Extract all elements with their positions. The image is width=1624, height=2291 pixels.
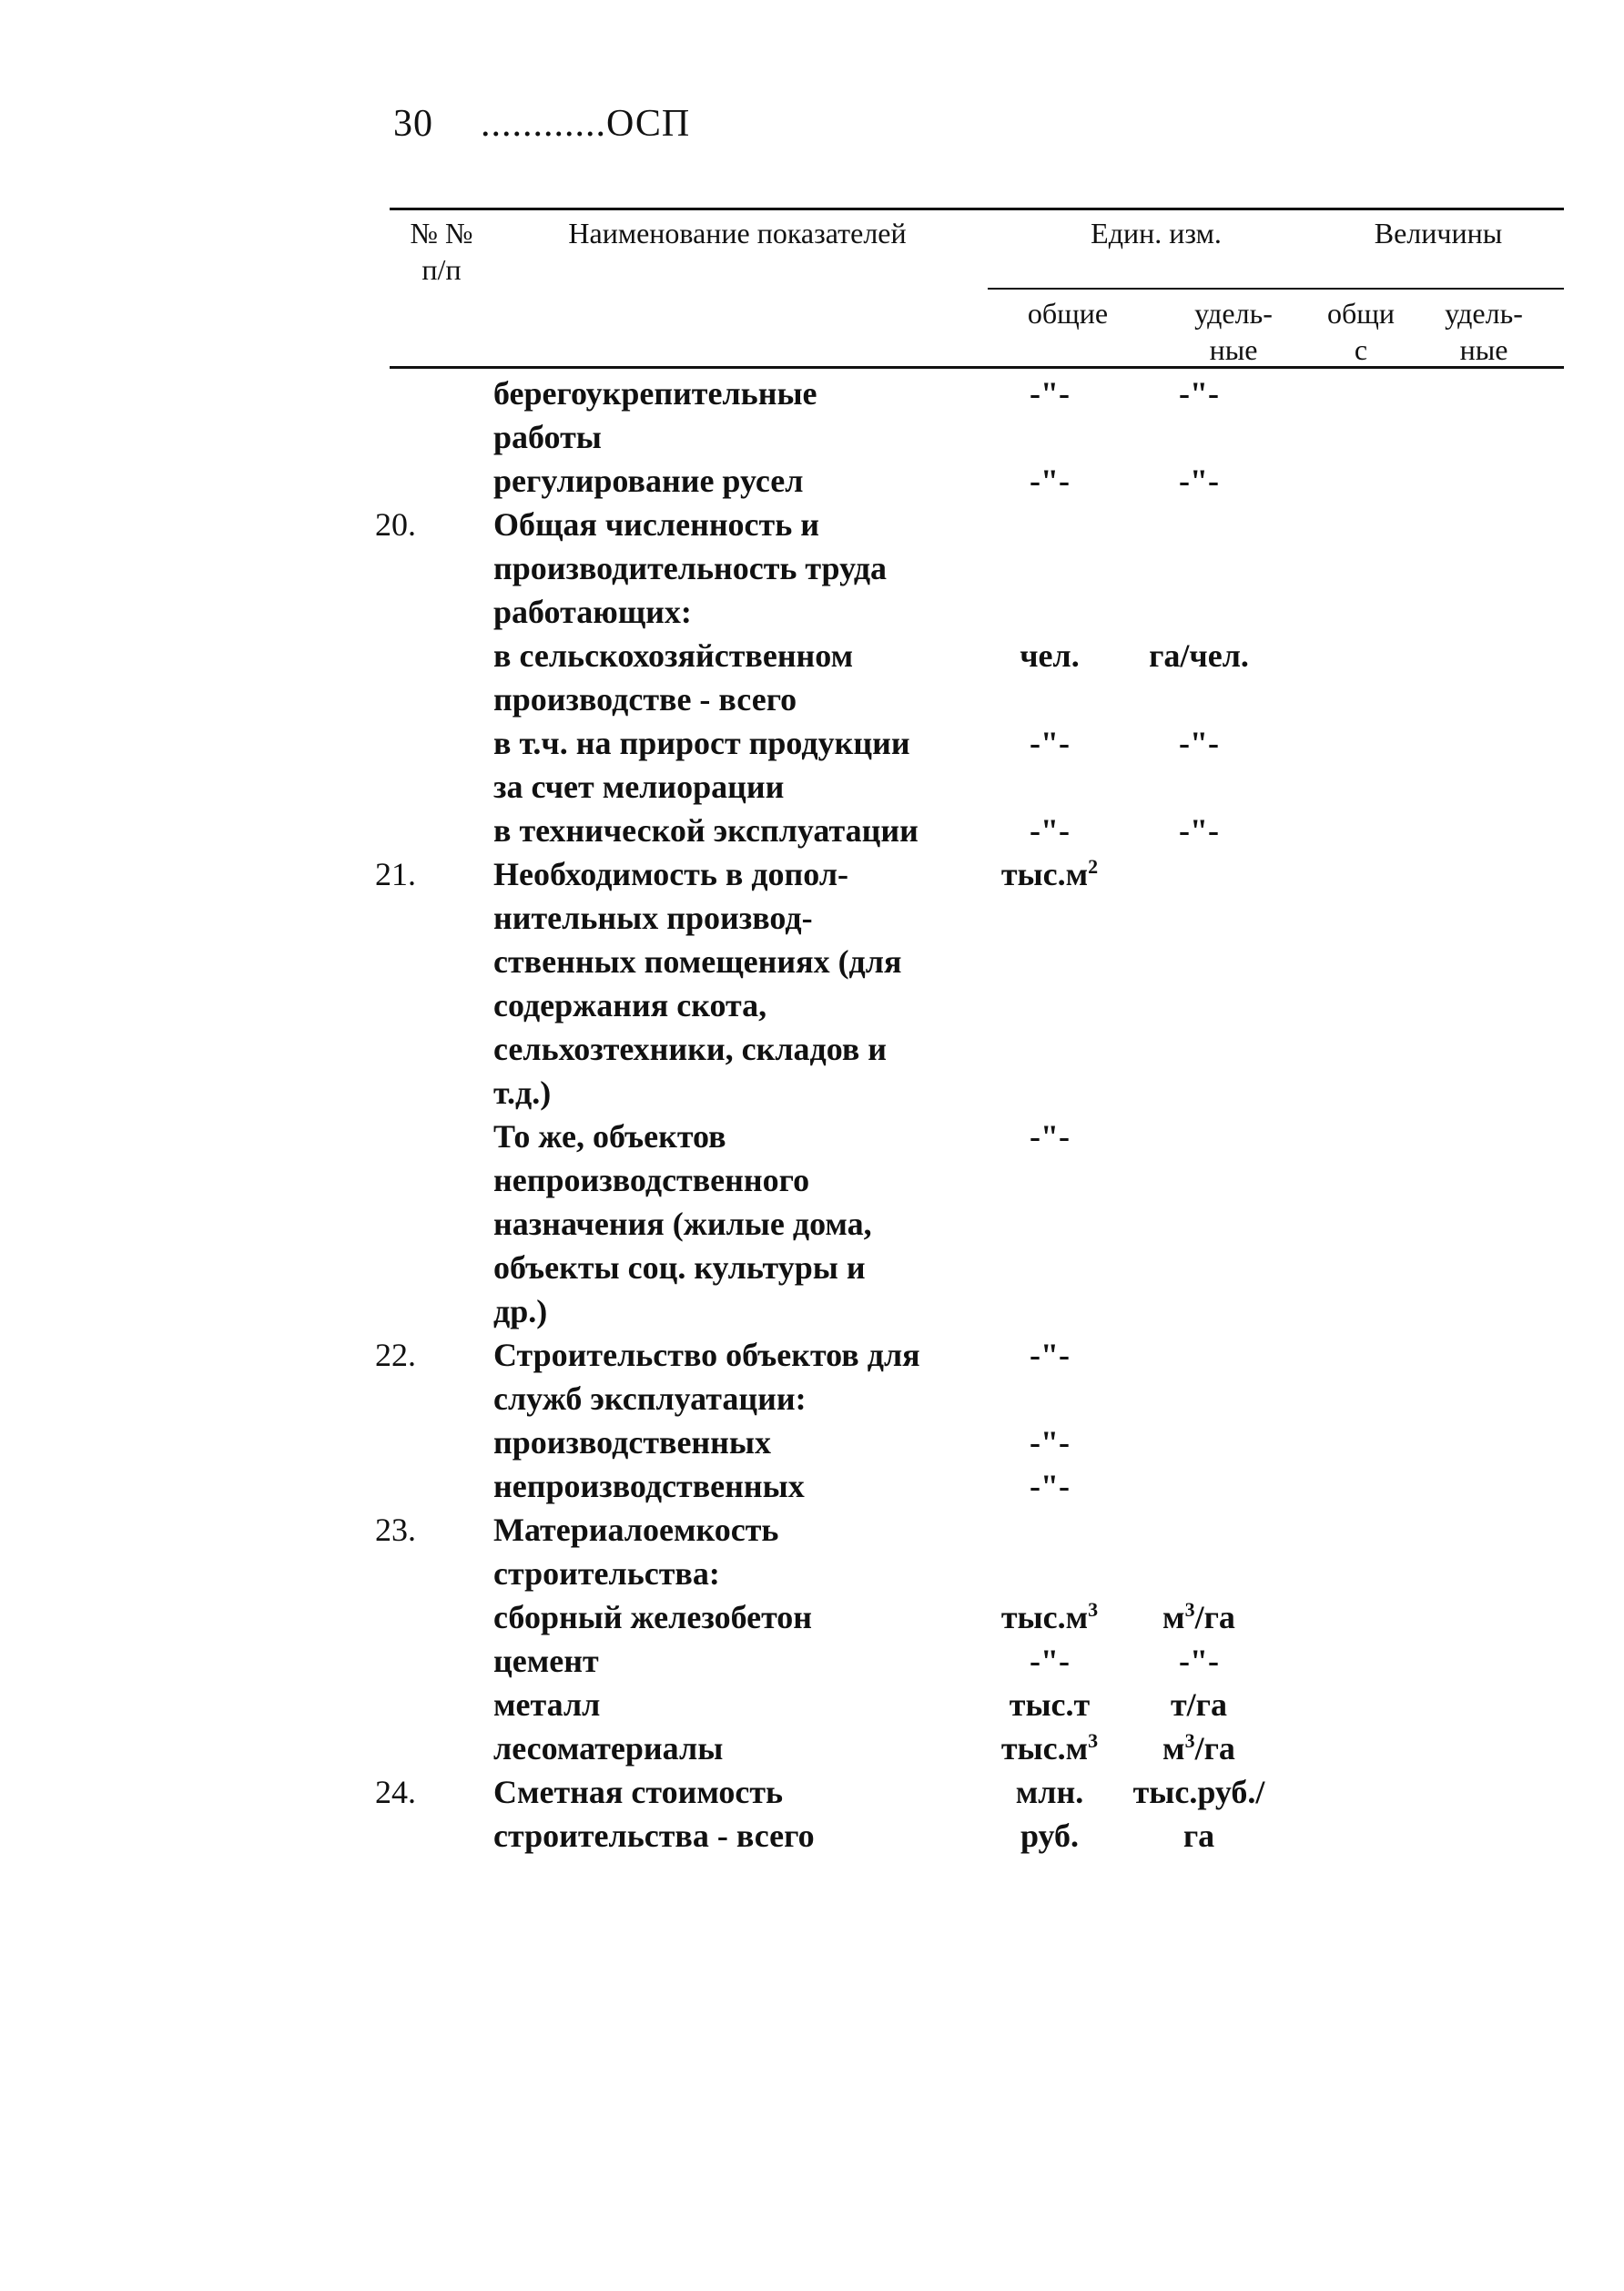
row-unit-general: тыс.т [1009,1686,1091,1723]
col-values-header: Величины [1374,217,1503,249]
row-indicator-name: производственных [493,1424,772,1461]
unit-text: /га [1194,1730,1235,1767]
row-unit-general: -"- [1030,1643,1070,1679]
unit-exponent: 3 [1088,1598,1099,1621]
row-unit-general: -"- [1030,812,1070,849]
unit-text: -"- [1179,375,1219,412]
unit-exponent: 3 [1184,1598,1195,1621]
row-indicator-name: То же, объектов непроизводственного назначения (жилые дома, объекты соц. культуры и др.) [493,1118,872,1329]
unit-exponent: 3 [1184,1729,1195,1752]
unit-exponent: 3 [1088,1729,1099,1752]
unit-base: м [1162,1730,1185,1767]
col-values-general-header: общи с [1326,297,1396,366]
row-number: 20. [375,506,416,543]
row-indicator-name: сборный железобетон [493,1599,813,1635]
page-number: 30 [393,103,433,145]
col-name-header: Наименование показателей [568,217,907,249]
row-unit-general: $тыс.м^3$ [1000,1729,1099,1767]
table-top-rule [390,208,1564,210]
row-unit-general: -"- [1030,375,1070,412]
row-unit-general: -"- [1030,1468,1070,1504]
row-indicator-name: берегоукрепительные работы [493,375,817,455]
col-values-specific-header: удель- ные [1445,297,1523,366]
unit-base: м [1162,1599,1185,1635]
unit-text: т/га [1170,1686,1228,1723]
row-indicator-name: регулирование русел [493,463,804,499]
unit-text: га/чел. [1149,637,1249,674]
col-units-header: Един. изм. [1091,217,1222,249]
row-indicator-name: цемент [493,1643,599,1679]
row-unit-specific [1132,1595,1265,1639]
row-indicator-name: Сметная стоимость строительства - всего [493,1774,815,1854]
col-units-general-header: общие [1027,297,1109,330]
page-header [393,102,690,146]
units-subheader-rule [988,288,1564,290]
row-unit-general: чел. [1020,637,1080,674]
row-number: 22. [375,1337,416,1373]
row-indicator-name: Строительство объектов для служб эксплуатации: [493,1337,920,1417]
row-unit-specific [1132,634,1265,677]
row-indicator-name: металл [493,1686,601,1723]
row-unit-specific [1132,1726,1265,1770]
row-unit-general: -"- [1030,725,1070,761]
row-number: 21. [375,856,416,892]
row-unit-specific [1132,1683,1265,1726]
row-unit-general: -"- [1030,463,1070,499]
row-indicator-name: Общая численность и производительность труда работающих: [493,506,888,630]
row-unit-specific [1132,1639,1265,1683]
row-indicator-name: непроизводственных [493,1468,805,1504]
row-unit-general: -"- [1030,1337,1070,1373]
row-number: 23. [375,1512,416,1548]
row-unit-specific [1132,1770,1265,1858]
row-unit-specific [1132,721,1265,765]
unit-exponent: 2 [1088,855,1099,878]
document-code: ............ОСП [481,103,691,145]
row-number: 24. [375,1774,416,1810]
unit-text: -"- [1179,812,1219,849]
row-indicator-name: в т.ч. на прирост продукции за счет мелиорации [493,725,910,805]
row-unit-general: $тыс.м^2$ [1000,855,1099,892]
row-unit-general: -"- [1030,1424,1070,1461]
unit-text: -"- [1179,725,1219,761]
row-unit-general: $тыс.м^3$ [1000,1598,1099,1635]
row-unit-general: -"- [1030,1118,1070,1155]
row-indicator-name: лесоматериалы [493,1730,724,1767]
row-indicator-name: в сельскохозяйственном производстве - всего [493,637,854,718]
row-unit-general: млн. руб. [1015,1774,1084,1854]
row-unit-specific [1132,809,1265,852]
unit-text: тыс.руб./ га [1132,1774,1265,1854]
unit-text: /га [1194,1599,1235,1635]
row-unit-specific [1132,459,1265,503]
row-indicator-name: Материалоемкость строительства: [493,1512,779,1592]
unit-text: -"- [1179,463,1219,499]
row-indicator-name: Необходимость в допол- нительных производ- ственных помещениях (для содержания скота, сельхозтехники, складов и т.д.) [493,856,902,1111]
col-units-specific-header: удель- ные [1194,297,1273,366]
row-indicator-name: в технической эксплуатации [493,812,919,849]
unit-text: -"- [1179,1643,1219,1679]
col-num-header: № № п/п [410,217,473,286]
row-unit-specific [1132,372,1265,415]
